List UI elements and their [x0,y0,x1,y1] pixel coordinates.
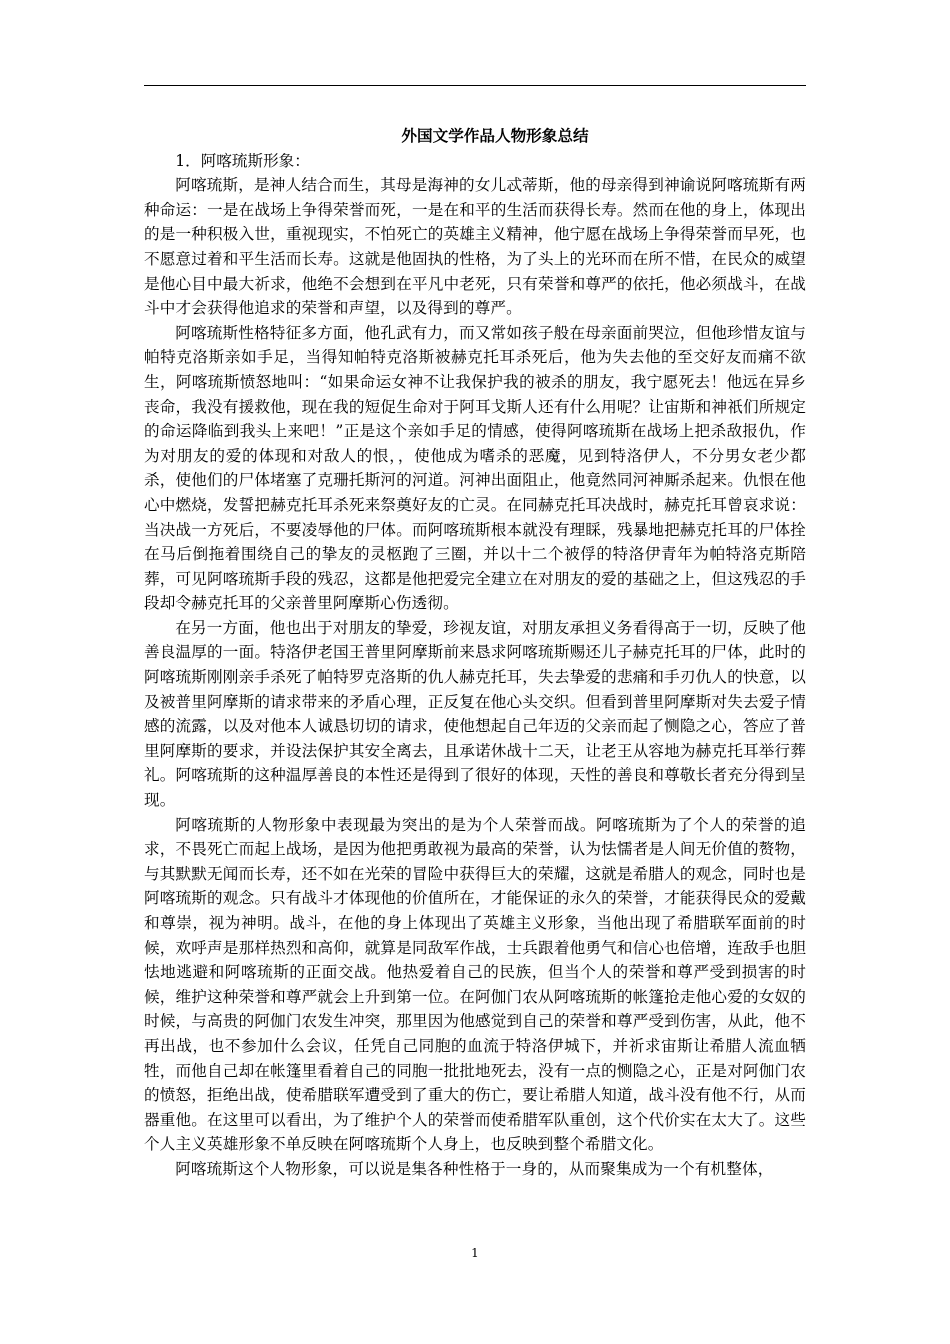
paragraph-1: 阿喀琉斯，是神人结合而生，其母是海神的女儿忒蒂斯，他的母亲得到神谕说阿喀琉斯有两种命运：一是在战场上争得荣誉而死，一是在和平的生活而获得长寿。然而在他的身上，体现出的是一种积极入世，重视现实，不怕死亡的英雄主义精神，他宁愿在战场上争得荣誉而早死，也不愿意过着和平生活而长寿。这就是他固执的性格，为了头上的光环而在所不惜，在民众的威望是他心目中最大祈求，他绝不会想到在平凡中老死，只有荣誉和尊严的依托，他必须战斗，在战斗中才会获得他追求的荣誉和声望，以及得到的尊严。 [144,176,806,318]
paragraph-2: 阿喀琉斯性格特征多方面，他孔武有力，而又常如孩子般在母亲面前哭泣，但他珍惜友谊与帕特克洛斯亲如手足，当得知帕特克洛斯被赫克托耳杀死后，他为失去他的至交好友而痛不欲生，阿喀琉斯愤怒地叫：“如果命运女神不让我保护我的被杀的朋友，我宁愿死去！他远在异乡丧命，我没有援救他，现在我的短促生命对于阿耳戈斯人还有什么用呢？让宙斯和神祇们所规定的命运降临到我头上来吧！”正是这个亲如手足的情感，使得阿喀琉斯在战场上把杀敌报仇，作为对朋友的爱的体现和对敌人的恨，，使他成为嗜杀的恶魔，见到特洛伊人，不分男女老少都杀，使他们的尸体堵塞了克珊托斯河的河道。河神出面阻止，他竟然同河神厮杀起来。仇恨在他心中燃烧，发誓把赫克托耳杀死来祭奠好友的亡灵。在同赫克托耳决战时，赫克托耳曾哀求说：当决战一方死后，不要凌辱他的尸体。而阿喀琉斯根本就没有理睬，残暴地把赫克托耳的尸体拴在马后倒拖着围绕自己的挚友的灵柩跑了三圈，并以十二个被俘的特洛伊青年为帕特洛克斯陪葬，可见阿喀琉斯手段的残忍，这都是他把爱完全建立在对朋友的爱的基础之上，但这残忍的手段却令赫克托耳的父亲普里阿摩斯心伤透彻。 [144,323,806,613]
paragraph-3: 在另一方面，他也出于对朋友的挚爱，珍视友谊，对朋友承担义务看得高于一切，反映了他善良温厚的一面。特洛伊老国王普里阿摩斯前来恳求阿喀琉斯赐还儿子赫克托耳的尸体，此时的阿喀琉斯刚刚亲手杀死了帕特罗克洛斯的仇人赫克托耳，失去挚爱的悲痛和手刃仇人的快意，以及被普里阿摩斯的请求带来的矛盾心理，正反复在他心头交织。但看到普里阿摩斯对失去爱子情感的流露，以及对他本人诚恳切切的请求，使他想起自己年迈的父亲而起了恻隐之心，答应了普里阿摩斯的要求，并设法保护其安全离去，且承诺休战十二天，让老王从容地为赫克托耳举行葬礼。阿喀琉斯的这种温厚善良的本性还是得到了很好的体现，天性的善良和尊敬长者充分得到呈现。 [144,618,806,810]
header-rule [144,85,806,86]
paragraph-5: 阿喀琉斯这个人物形象，可以说是集各种性格于一身的，从而聚集成为一个有机整体， [175,1159,774,1178]
document-title: 外国文学作品人物形象总结 [401,126,589,145]
page-number: 1 [471,1246,479,1260]
paragraph-4: 阿喀琉斯的人物形象中表现最为突出的是为个人荣誉而战。阿喀琉斯为了个人的荣誉的追求，不畏死亡而起上战场，是因为他把勇敢视为最高的荣誉，认为怯懦者是人间无价值的赘物，与其默默无闻而长寿，还不如在光荣的冒险中获得巨大的荣耀，这就是希腊人的观念，同时也是阿喀琉斯的观念。只有战斗才体现他的价值所在，才能保证的永久的荣誉，才能获得民众的爱戴和尊崇，视为神明。战斗，在他的身上体现出了英雄主义形象，当他出现了希腊联军面前的时候，欢呼声是那样热烈和高仰，就算是同敌军作战，士兵跟着他勇气和信心也倍增，连敌手也胆怯地逃避和阿喀琉斯的正面交战。他热爱着自己的民族，但当个人的荣誉和尊严受到损害的时候，维护这种荣誉和尊严就会上升到第一位。在阿伽门农从阿喀琉斯的帐篷抢走他心爱的女奴的时候，与高贵的阿伽门农发生冲突，那里因为他感觉到自己的荣誉和尊严受到伤害，从此，他不再出战，也不参加什么会议，任凭自己同胞的血流于特洛伊城下，并祈求宙斯让希腊人流血牺牲，而他自己却在帐篷里看着自己的同胞一批批地死去，没有一点的恻隐之心，正是对阿伽门农的愤怒，拒绝出战，使希腊联军遭受到了重大的伤亡，要让希腊人知道，战斗没有他不行，从而器重他。在这里可以看出，为了维护个人的荣誉而使希腊军队重创，这个代价实在太大了。这些个人主义英雄形象不单反映在阿喀琉斯个人身上，也反映到整个希腊文化。 [144,815,806,1154]
section-heading: 1．阿喀琉斯形象： [175,151,310,170]
document-body [144,124,806,1182]
